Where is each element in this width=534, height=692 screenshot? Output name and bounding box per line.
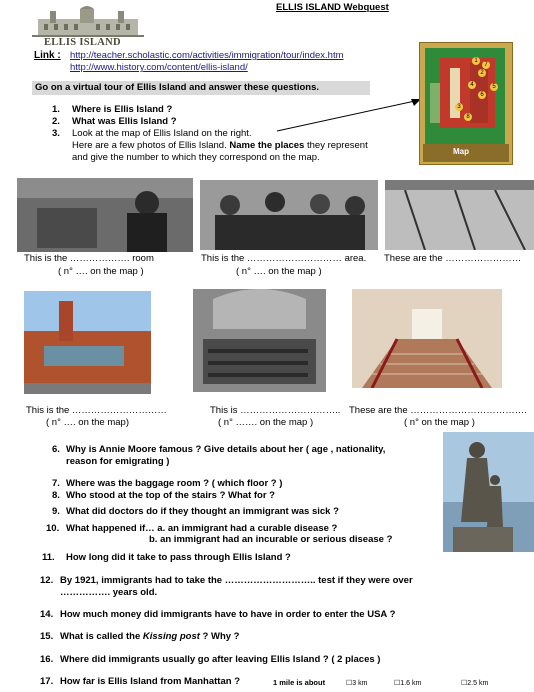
- q8-num: 8.: [52, 490, 60, 501]
- map-marker-3: 3: [455, 103, 463, 111]
- checkbox-icon[interactable]: ☐: [394, 680, 401, 687]
- question-9: [52, 506, 339, 517]
- question-2: 2. What was Ellis Island ?: [52, 116, 177, 127]
- question-6-cont: reason for emigrating ): [66, 456, 170, 467]
- caption-row2-3a: These are the ……………………………….: [349, 405, 527, 416]
- q7-text: Where was the baggage room ? ( which floor ? ): [66, 478, 283, 489]
- question-3-line2: [72, 140, 368, 151]
- q11-text: How long did it take to pass through Ellis Island ?: [66, 552, 291, 563]
- caption-row1-2b: ( n° …. on the map ): [236, 266, 322, 277]
- q16-num: 16.: [40, 654, 54, 665]
- map-drawing: [420, 43, 512, 164]
- photo-6-drawing: [352, 289, 502, 388]
- photo-main-building: [24, 291, 151, 394]
- q16-text: Where did immigrants usually go after leaving Ellis Island ? ( 2 places ): [60, 654, 381, 665]
- question-11: [42, 552, 291, 563]
- caption-row2-2b: ( n° ……. on the map ): [218, 417, 314, 428]
- q17-option-c[interactable]: [461, 679, 488, 687]
- q3-text-b: Name the places: [229, 140, 305, 151]
- photo-annie-moore-statue: [443, 432, 534, 552]
- photo-3-drawing: [385, 180, 534, 250]
- question-6: [52, 444, 385, 455]
- photo-5-drawing: [193, 289, 326, 392]
- q9-text: What did doctors do if they thought an immigrant was sick ?: [66, 506, 339, 517]
- question-3-line1: Look at the map of Ellis Island on the right.: [72, 128, 252, 139]
- q17-option-b[interactable]: [394, 679, 421, 687]
- photo-2-drawing: [200, 180, 378, 250]
- map-marker-8: 8: [464, 113, 472, 121]
- question-1-text: Where is Ellis Island ?: [72, 104, 173, 115]
- q17-option-b-label: 1.6 km: [400, 680, 422, 687]
- instructions-banner: Go on a virtual tour of Ellis Island and answer these questions.: [32, 81, 370, 95]
- q6-text: Why is Annie Moore famous ? Give details about her ( age , nationality,: [66, 444, 386, 455]
- q14-text: How much money did immigrants have to have in order to enter the USA ?: [60, 609, 396, 620]
- map-marker-6: 6: [478, 91, 486, 99]
- photo-1-drawing: [17, 178, 193, 252]
- map-marker-1: 1: [472, 57, 480, 65]
- ellis-island-map: [419, 42, 513, 165]
- q6-num: 6.: [52, 444, 60, 455]
- question-17: [40, 676, 240, 687]
- photo-dormitory: [385, 180, 534, 250]
- q10-num: 10.: [46, 523, 60, 534]
- q17-num: 17.: [40, 676, 54, 687]
- map-marker-5: 5: [490, 83, 498, 91]
- photo-7-drawing: [443, 432, 534, 552]
- link-label: Link :: [34, 50, 61, 61]
- q17-option-a-label: 3 km: [352, 680, 368, 687]
- caption-row1-1a: This is the ………………. room: [24, 253, 154, 264]
- question-8: [52, 490, 275, 501]
- q15-num: 15.: [40, 631, 54, 642]
- question-14: [40, 609, 395, 620]
- caption-row2-2a: This is …………………………..: [210, 405, 341, 416]
- map-label: Map: [453, 147, 469, 156]
- q3-text-a: Here are a few photos of Ellis Island.: [72, 140, 230, 151]
- caption-row2-3b: ( n° on the map ): [404, 417, 475, 428]
- question-3-line3: and give the number to which they correspond on the map.: [72, 152, 320, 163]
- q9-num: 9.: [52, 506, 60, 517]
- question-16: [40, 654, 380, 665]
- caption-row2-1b: ( n° …. on the map): [46, 417, 129, 428]
- logo-text: ELLIS ISLAND: [44, 37, 121, 48]
- q8-text: Who stood at the top of the stairs ? What for ?: [66, 490, 275, 501]
- q10-text-a: What happened if… a. an immigrant had a curable disease ?: [66, 523, 338, 534]
- question-2-text: What was Ellis Island ?: [72, 116, 177, 127]
- q14-num: 14.: [40, 609, 54, 620]
- checkbox-icon[interactable]: ☐: [461, 680, 468, 687]
- question-3: 3. Look at the map of Ellis Island on the right.: [52, 128, 252, 139]
- question-15: [40, 631, 239, 642]
- photo-stairs: [352, 289, 502, 388]
- q12-num: 12.: [40, 575, 54, 586]
- q17-option-c-label: 2.5 km: [467, 680, 489, 687]
- q12-text-a: By 1921, immigrants had to take the ……………………….. test if they were over: [60, 575, 413, 586]
- question-10-b: b. an immigrant had an incurable or serious disease ?: [149, 534, 393, 545]
- photo-medical-area: [200, 180, 378, 250]
- map-marker-2: 2: [478, 69, 486, 77]
- q7-num: 7.: [52, 478, 60, 489]
- photo-registry-room: [193, 289, 326, 392]
- q17-text: How far is Ellis Island from Manhattan ?: [60, 676, 240, 687]
- question-10: [46, 523, 337, 534]
- question-12-b: ……………. years old.: [60, 587, 158, 598]
- link-history[interactable]: http://www.history.com/content/ellis-island/: [70, 62, 248, 73]
- q11-num: 11.: [42, 552, 55, 563]
- caption-row1-3a: These are the ……………………: [384, 253, 522, 264]
- map-marker-4: 4: [468, 81, 476, 89]
- page-title: ELLIS ISLAND Webquest: [276, 2, 389, 13]
- photo-4-drawing: [24, 291, 151, 394]
- q17-option-a[interactable]: [346, 679, 367, 687]
- question-12: [40, 575, 413, 586]
- question-7: [52, 478, 282, 489]
- q15-text-b: Kissing post: [142, 631, 200, 642]
- arrow-to-map: [275, 95, 425, 135]
- checkbox-icon[interactable]: ☐: [346, 680, 353, 687]
- link-scholastic[interactable]: http://teacher.scholastic.com/activities/immigration/tour/index.htm: [70, 50, 344, 61]
- q15-text-a: What is called the: [60, 631, 143, 642]
- question-1: 1. Where is Ellis Island ?: [52, 104, 173, 115]
- caption-row1-1b: ( n° …. on the map ): [58, 266, 144, 277]
- photo-baggage-room: [17, 178, 193, 252]
- caption-row2-1a: This is the …………………………: [26, 405, 167, 416]
- q17-hint: 1 mile is about: [273, 678, 326, 687]
- q15-text-c: ? Why ?: [199, 631, 240, 642]
- q3-text-c: they represent: [304, 140, 368, 151]
- caption-row1-2a: This is the ………………………… area.: [201, 253, 367, 264]
- map-marker-7: 7: [482, 61, 490, 69]
